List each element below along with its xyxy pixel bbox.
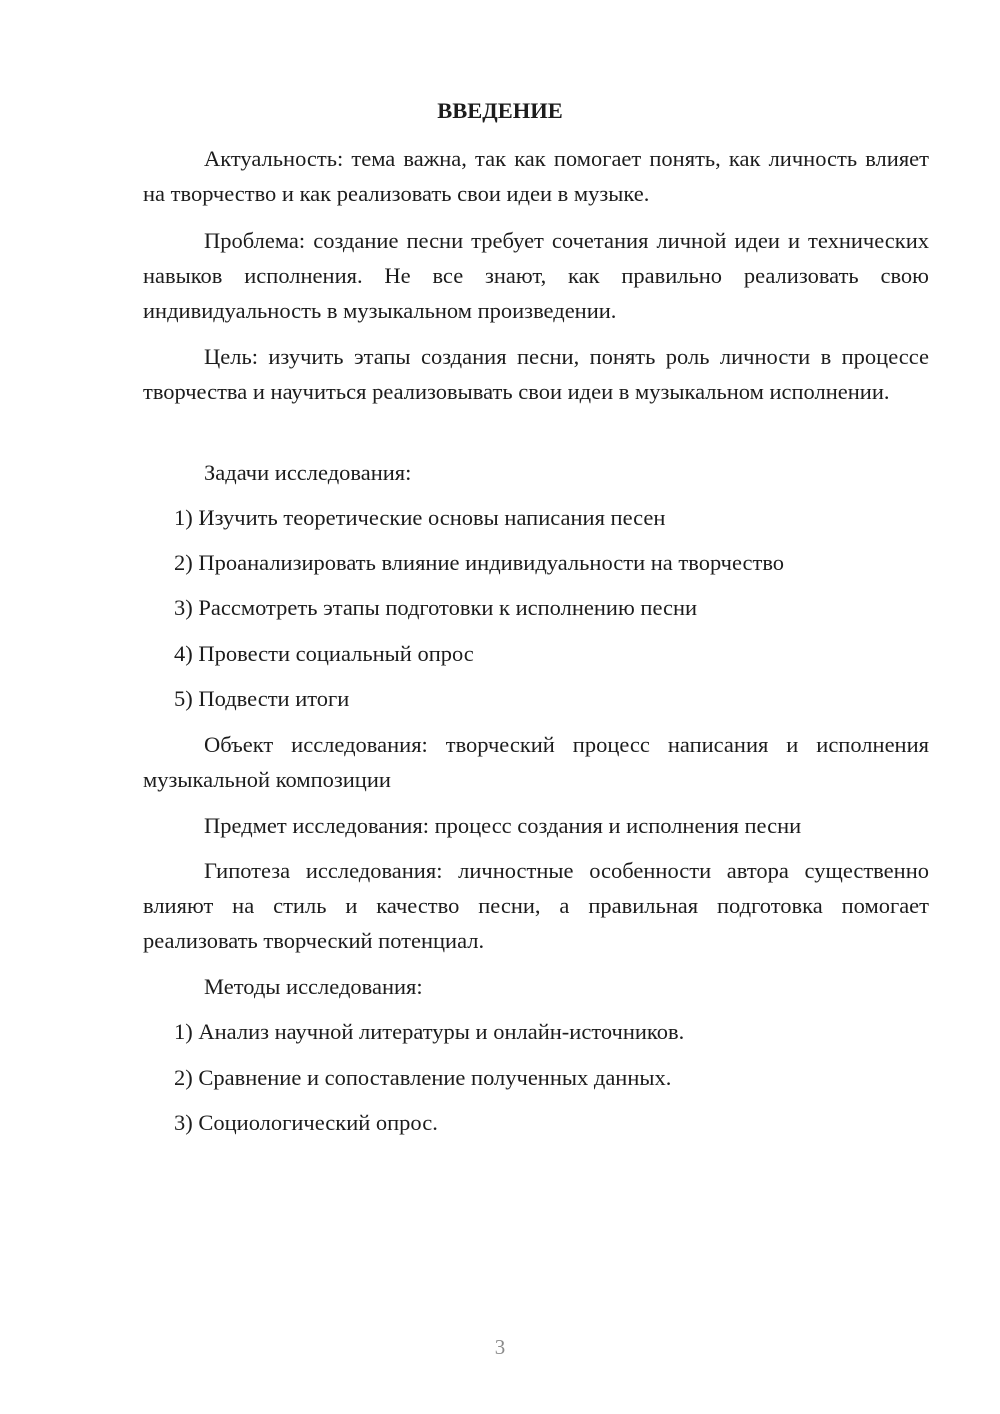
task-item: 2) Проанализировать влияние индивидуальности на творчество bbox=[174, 550, 785, 575]
method-item: 1) Анализ научной литературы и онлайн-источников. bbox=[174, 1019, 685, 1044]
task-item: 5) Подвести итоги bbox=[174, 686, 350, 711]
paragraph-subject: Предмет исследования: процесс создания и исполнения песни bbox=[204, 813, 802, 838]
task-item: 4) Провести социальный опрос bbox=[174, 641, 474, 666]
paragraph-problem: Проблема: создание песни требует сочетания личной идеи и технических навыков исполнения. Не все знают, как правильно реализовать свою индивидуальность в музыкальном произведении. bbox=[143, 228, 929, 323]
paragraph-hypothesis: Гипотеза исследования: личностные особенности автора существенно влияют на стиль и качество песни, а правильная подготовка помогает реализовать творческий потенциал. bbox=[143, 858, 929, 953]
task-item: 1) Изучить теоретические основы написания песен bbox=[174, 505, 666, 530]
task-item: 3) Рассмотреть этапы подготовки к исполнению песни bbox=[174, 595, 698, 620]
paragraph-object: Объект исследования: творческий процесс написания и исполнения музыкальной композиции bbox=[143, 732, 929, 792]
page-title: ВВЕДЕНИЕ bbox=[437, 98, 563, 123]
paragraph-goal: Цель: изучить этапы создания песни, понять роль личности в процессе творчества и научиться реализовывать свои идеи в музыкальном исполнении. bbox=[143, 344, 929, 404]
paragraph-relevance: Актуальность: тема важна, так как помогает понять, как личность влияет на творчество и как реализовать свои идеи в музыке. bbox=[143, 146, 929, 206]
method-item: 3) Социологический опрос. bbox=[174, 1110, 438, 1135]
page-number: 3 bbox=[494, 1335, 506, 1359]
methods-heading: Методы исследования: bbox=[204, 974, 423, 999]
tasks-heading: Задачи исследования: bbox=[204, 460, 412, 485]
method-item: 2) Сравнение и сопоставление полученных данных. bbox=[174, 1065, 672, 1090]
